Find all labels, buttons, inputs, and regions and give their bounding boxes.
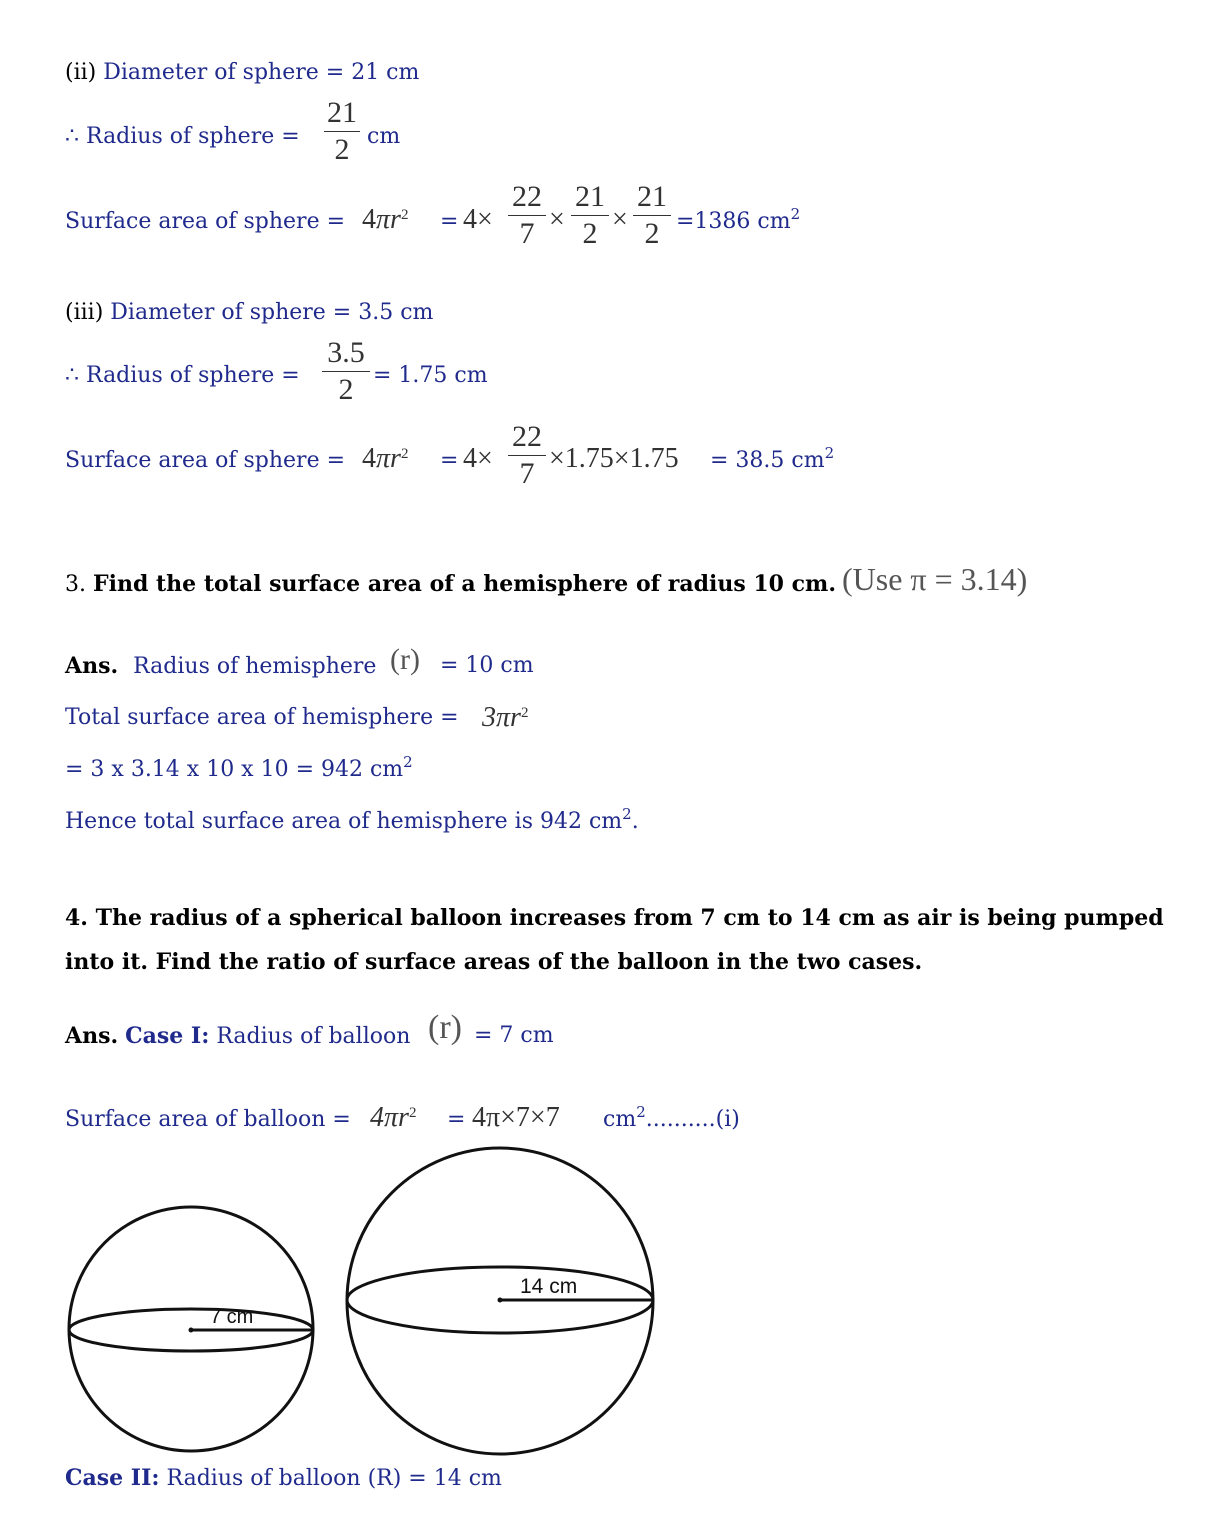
part-ii-sa-prefix: Surface area of sphere = [65, 209, 346, 234]
q3-use-pi: (Use π = 3.14) [842, 561, 1028, 597]
q4-case1-text: Radius of balloon [216, 1024, 411, 1049]
q4-case1-value: = 7 cm [474, 1023, 554, 1048]
part-iii-diameter: Diameter of sphere = 3.5 cm [110, 300, 434, 325]
therefore-symbol: ∴ [65, 124, 79, 149]
part-ii-eq: = [440, 209, 459, 234]
balloons-figure [0, 1140, 700, 1460]
q4-case2-line [65, 1465, 502, 1492]
q3-answer-line [65, 653, 376, 680]
q4-sa-formula: $4\pi r^2$ [370, 1102, 417, 1133]
small-sphere [69, 1207, 313, 1451]
part-ii-diameter: Diameter of sphere = 21 cm [103, 60, 420, 85]
part-iii-diameter-line [65, 300, 433, 326]
part-ii-radius-fraction: 21 2 [324, 98, 360, 165]
part-iii-sa-prefix: Surface area of sphere = [65, 448, 346, 473]
q3-calculation: = 3 x 3.14 x 10 x 10 = 942 $cm^2$ [65, 753, 413, 782]
q3-tsa-formula: $3\pi r^2$ [482, 702, 529, 733]
small-sphere-center [189, 1328, 194, 1333]
part-ii-radius-prefix: Radius of sphere = [86, 124, 300, 149]
part-ii-label: (ii) [65, 60, 97, 85]
part-iii-eq: = [440, 448, 459, 473]
part-ii-diameter-line [65, 60, 419, 86]
large-sphere-label: 14 cm [520, 1275, 578, 1298]
therefore-symbol: ∴ [65, 363, 79, 388]
part-iii-result: = 38.5 $cm^2$ [710, 444, 835, 473]
part-ii-four-times: 4× [463, 204, 493, 235]
part-ii-fraction-2: 21 2 [571, 182, 609, 249]
q4-number: 4. [65, 905, 88, 931]
q4-case1-var: (r) [428, 1009, 462, 1046]
q4-question-line-1: 4. The radius of a spherical balloon increases from 7 cm to 14 cm as air is being pumped [65, 905, 1164, 931]
q4-sa-calc: 4π×7×7 [472, 1102, 560, 1133]
q3-radius-text: Radius of hemisphere [133, 654, 377, 679]
part-iii-label: (iii) [65, 300, 104, 325]
q4-sa-prefix: Surface area of balloon = [65, 1107, 351, 1132]
large-sphere-center [498, 1298, 503, 1303]
part-ii-result: =1386 $cm^2$ [676, 205, 801, 234]
q4-case1-label: Case I: [125, 1023, 210, 1049]
part-iii-radius-fraction: 3.5 2 [322, 338, 370, 405]
part-ii-times-1: × [549, 204, 565, 235]
q4-sa-unit: $cm^2..........(i)$ [603, 1103, 740, 1132]
part-iii-tail: ×1.75×1.75 [549, 443, 679, 474]
q3-text: Find the total surface area of a hemisphere of radius 10 cm. [93, 571, 836, 597]
q3-number: 3. [65, 572, 86, 597]
part-iii-radius-result: = 1.75 cm [373, 363, 488, 388]
small-sphere-label: 7 cm [210, 1306, 254, 1328]
q3-conclusion: Hence total surface area of hemisphere is 942 $cm^2$. [65, 805, 639, 834]
q4-sa-eq: = [447, 1107, 466, 1132]
part-iii-radius-line [65, 363, 300, 389]
part-iii-four-times: 4× [463, 443, 493, 474]
q4-case2-text: Radius of balloon (R) = 14 cm [166, 1466, 502, 1491]
part-ii-radius-unit: cm [367, 124, 401, 149]
q3-radius-value: = 10 cm [440, 653, 534, 678]
part-ii-radius-line [65, 124, 300, 150]
part-ii-fraction-3: 21 2 [633, 182, 671, 249]
q4-question-line-2: into it. Find the ratio of surface areas of the balloon in the two cases. [65, 949, 923, 975]
q4-ans-label: Ans. [65, 1023, 119, 1049]
large-sphere [347, 1148, 653, 1454]
q3-tsa-prefix: Total surface area of hemisphere = [65, 705, 459, 730]
q3-radius-var: (r) [390, 643, 420, 676]
part-ii-formula: $4\pi r^2$ [362, 204, 409, 235]
part-iii-formula: $4\pi r^2$ [362, 443, 409, 474]
part-iii-radius-prefix: Radius of sphere = [86, 363, 300, 388]
q3-question [65, 571, 836, 598]
part-iii-fraction-1: 22 7 [508, 422, 546, 489]
part-ii-fraction-1: 22 7 [508, 182, 546, 249]
part-ii-times-2: × [612, 204, 628, 235]
q3-ans-label: Ans. [65, 653, 119, 679]
q4-case2-label: Case II: [65, 1465, 160, 1491]
q4-case1-line [65, 1023, 410, 1050]
